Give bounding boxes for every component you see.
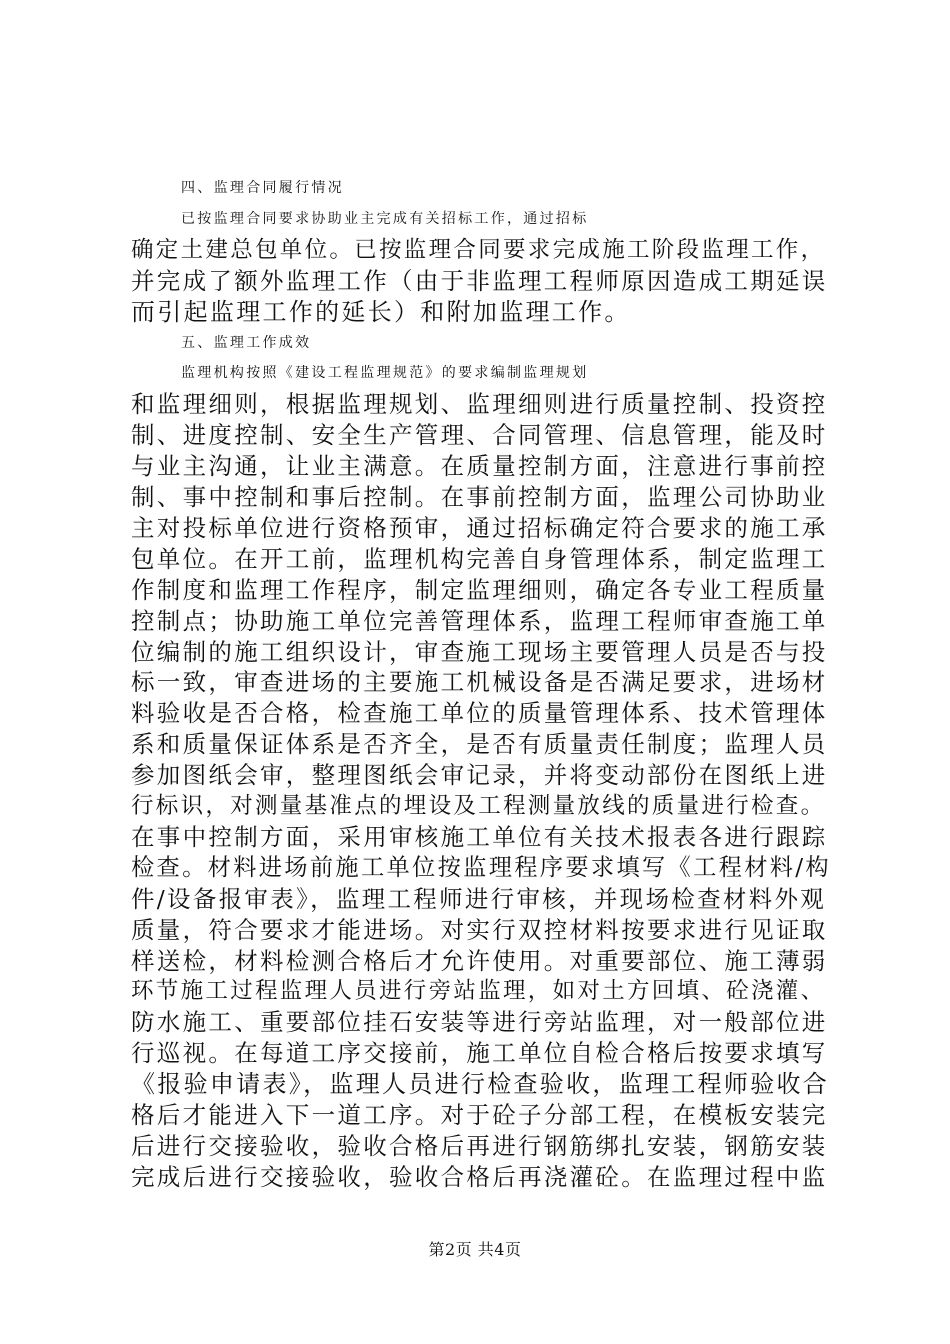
- paragraph-line: 控制点；协助施工单位完善管理体系，监理工程师审查施工单: [131, 607, 828, 635]
- paragraph-line: 环节施工过程监理人员进行旁站监理，如对土方回填、砼浇灌、: [131, 978, 826, 1004]
- paragraph-line: 样送检，材料检测合格后才允许使用。对重要部位、施工薄弱: [131, 947, 828, 975]
- paragraph-line: 与业主沟通，让业主满意。在质量控制方面，注意进行事前控: [131, 452, 828, 480]
- paragraph-line: 制、进度控制、安全生产管理、合同管理、信息管理，能及时: [131, 421, 828, 449]
- paragraph-line: 《报验申请表》，监理人员进行检查验收，监理工程师验收合: [131, 1070, 830, 1098]
- paragraph-line: 完成后进行交接验收，验收合格后再浇灌砼。在监理过程中监: [131, 1163, 828, 1191]
- paragraph-line: 格后才能进入下一道工序。对于砼子分部工程，在模板安装完: [131, 1101, 828, 1129]
- paragraph-line: 而引起监理工作的延长）和附加监理工作。: [131, 298, 631, 326]
- paragraph-line: 作制度和监理工作程序，制定监理细则，确定各专业工程质量: [131, 576, 828, 604]
- paragraph-line: 行标识，对测量基准点的埋设及工程测量放线的质量进行检查。: [131, 793, 826, 819]
- paragraph-line: 包单位。在开工前，监理机构完善自身管理体系，制定监理工: [131, 545, 828, 573]
- paragraph-line: 件/设备报审表》，监理工程师进行审核，并现场检查材料外观: [131, 885, 827, 913]
- paragraph-line: 在事中控制方面，采用审核施工单位有关技术报表各进行跟踪: [131, 823, 828, 851]
- paragraph-line: 防水施工、重要部位挂石安装等进行旁站监理，对一般部位进: [131, 1008, 828, 1036]
- paragraph-line: 料验收是否合格，检查施工单位的质量管理体系、技术管理体: [131, 699, 828, 727]
- paragraph-line: 并完成了额外监理工作（由于非监理工程师原因造成工期延误: [131, 267, 828, 295]
- paragraph-line: 监理机构按照《建设工程监理规范》的要求编制监理规划: [181, 365, 589, 381]
- page-footer: 第2页 共4页: [428, 1240, 522, 1259]
- paragraph-line: 标一致，审查进场的主要施工机械设备是否满足要求，进场材: [131, 668, 828, 696]
- paragraph-line: 主对投标单位进行资格预审，通过招标确定符合要求的施工承: [131, 514, 828, 542]
- paragraph-line: 检查。材料进场前施工单位按监理程序要求填写《工程材料/构: [131, 854, 831, 881]
- paragraph-line: 参加图纸会审，整理图纸会审记录，并将变动部份在图纸上进: [131, 761, 828, 789]
- paragraph-line: 后进行交接验收，验收合格后再进行钢筋绑扎安装，钢筋安装: [131, 1132, 828, 1160]
- section-heading: 四、监理合同履行情况: [181, 180, 344, 196]
- paragraph-line: 和监理细则，根据监理规划、监理细则进行质量控制、投资控: [131, 390, 828, 418]
- paragraph-line: 确定土建总包单位。已按监理合同要求完成施工阶段监理工作，: [131, 237, 826, 263]
- paragraph-line: 行巡视。在每道工序交接前，施工单位自检合格后按要求填写: [131, 1039, 828, 1067]
- paragraph-line: 位编制的施工组织设计，审查施工现场主要管理人员是否与投: [131, 638, 828, 666]
- section-heading: 五、监理工作成效: [181, 335, 312, 351]
- paragraph-line: 制、事中控制和事后控制。在事前控制方面，监理公司协助业: [131, 483, 828, 511]
- paragraph-line: 已按监理合同要求协助业主完成有关招标工作，通过招标: [181, 211, 589, 227]
- paragraph-line: 质量，符合要求才能进场。对实行双控材料按要求进行见证取: [131, 916, 828, 944]
- paragraph-line: 系和质量保证体系是否齐全，是否有质量责任制度；监理人员: [131, 730, 828, 758]
